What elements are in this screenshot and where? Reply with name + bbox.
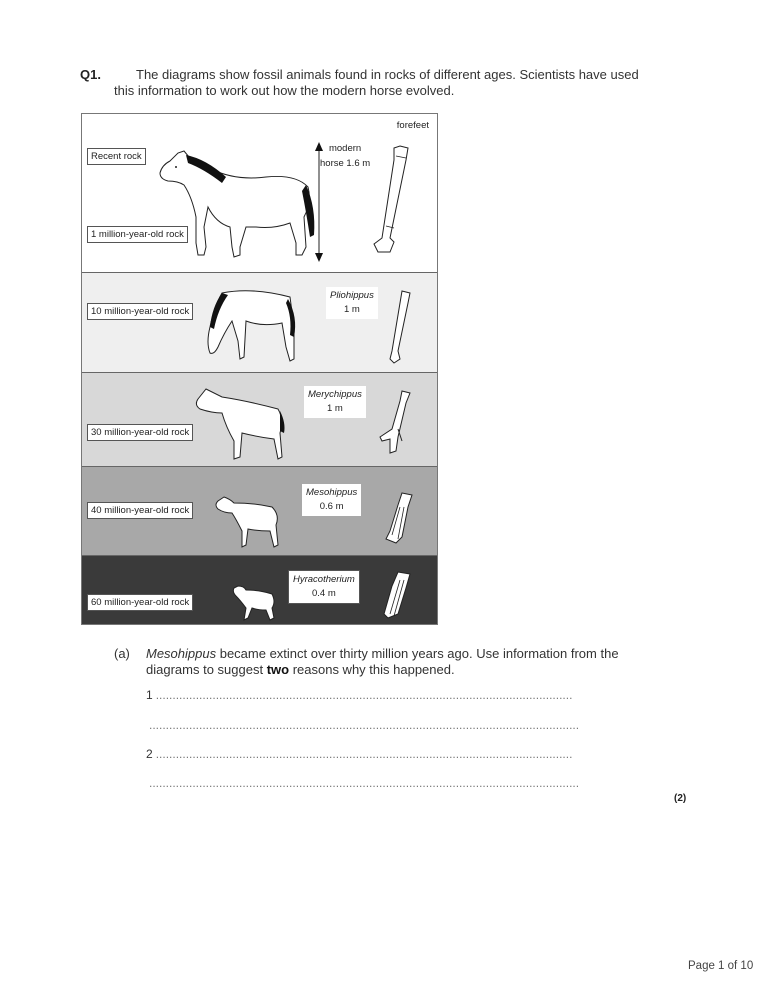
part-a-question bbox=[146, 646, 626, 678]
modern-horse-label bbox=[320, 141, 370, 171]
rock-label-30-million: 30 million-year-old rock bbox=[87, 424, 193, 441]
species-box-pliohippus bbox=[326, 287, 378, 319]
rock-band-30-million bbox=[82, 373, 437, 467]
species-name: Merychippus bbox=[308, 389, 362, 400]
forefeet-label: forefeet bbox=[396, 120, 429, 131]
answer-line-1[interactable] bbox=[146, 688, 606, 702]
species-name: Mesohippus bbox=[306, 487, 358, 498]
rock-label-1-million: 1 million-year-old rock bbox=[87, 226, 188, 243]
species-box-hyracotherium bbox=[288, 570, 360, 604]
merychippus-forefoot-icon bbox=[378, 389, 412, 455]
rock-label-10-million: 10 million-year-old rock bbox=[87, 303, 193, 320]
answer-number: 2 bbox=[146, 747, 153, 761]
modern-horse-forefoot-icon bbox=[372, 144, 412, 256]
merychippus-icon bbox=[192, 387, 292, 465]
part-a-text-2: reasons why this happened. bbox=[289, 662, 455, 677]
hyracotherium-forefoot-icon bbox=[380, 570, 412, 620]
species-height: 0.4 m bbox=[312, 588, 336, 599]
rock-label-recent: Recent rock bbox=[87, 148, 146, 165]
rock-label-40-million: 40 million-year-old rock bbox=[87, 502, 193, 519]
pliohippus-icon bbox=[202, 287, 302, 367]
answer-line-1b[interactable] bbox=[146, 718, 606, 732]
mesohippus-icon bbox=[214, 495, 282, 549]
species-name: Hyracotherium bbox=[293, 574, 355, 585]
modern-horse-label-line1: modern bbox=[328, 143, 362, 154]
mesohippus-forefoot-icon bbox=[382, 491, 414, 547]
question-intro: The diagrams show fossil animals found in rocks of different ages. Scientists have used this information to work out how the modern horse evolved. bbox=[114, 67, 639, 98]
rock-label-60-million: 60 million-year-old rock bbox=[87, 594, 193, 611]
modern-horse-label-line2: horse 1.6 m bbox=[320, 158, 371, 169]
species-box-merychippus bbox=[304, 386, 366, 418]
rock-band-60-million bbox=[82, 556, 437, 625]
part-a-emphasis: two bbox=[266, 662, 290, 677]
dotted-line: ................................................................................................................................. bbox=[149, 776, 580, 790]
modern-horse-icon bbox=[156, 147, 321, 262]
species-height: 1 m bbox=[344, 304, 360, 315]
answer-line-2b[interactable] bbox=[146, 776, 606, 790]
species-height: 0.6 m bbox=[319, 501, 344, 512]
species-name: Pliohippus bbox=[330, 290, 374, 301]
rock-band-10-million bbox=[82, 273, 437, 373]
answer-line-2[interactable] bbox=[146, 747, 606, 761]
answer-number: 1 bbox=[146, 688, 153, 702]
pliohippus-forefoot-icon bbox=[388, 289, 412, 365]
species-height: 1 m bbox=[327, 403, 343, 414]
question-number: Q1. bbox=[80, 67, 101, 82]
rock-band-recent bbox=[82, 114, 437, 273]
species-box-mesohippus bbox=[302, 484, 361, 516]
dotted-line: ................................................................................................................................. bbox=[149, 718, 580, 732]
part-a-label: (a) bbox=[114, 646, 130, 661]
species-name-mesohippus: Mesohippus bbox=[146, 646, 217, 661]
dotted-line: ............................................................................................................................. bbox=[155, 688, 573, 702]
fossil-diagram bbox=[81, 113, 438, 625]
rock-band-40-million bbox=[82, 467, 437, 556]
page-number: Page 1 of 10 bbox=[688, 960, 754, 972]
part-a-text-1: became extinct over thirty million years ago. Use information from the diagrams to suggest bbox=[146, 646, 619, 677]
hyracotherium-icon bbox=[232, 584, 276, 622]
dotted-line: ............................................................................................................................. bbox=[155, 747, 573, 761]
marks-indicator: (2) bbox=[674, 793, 687, 804]
